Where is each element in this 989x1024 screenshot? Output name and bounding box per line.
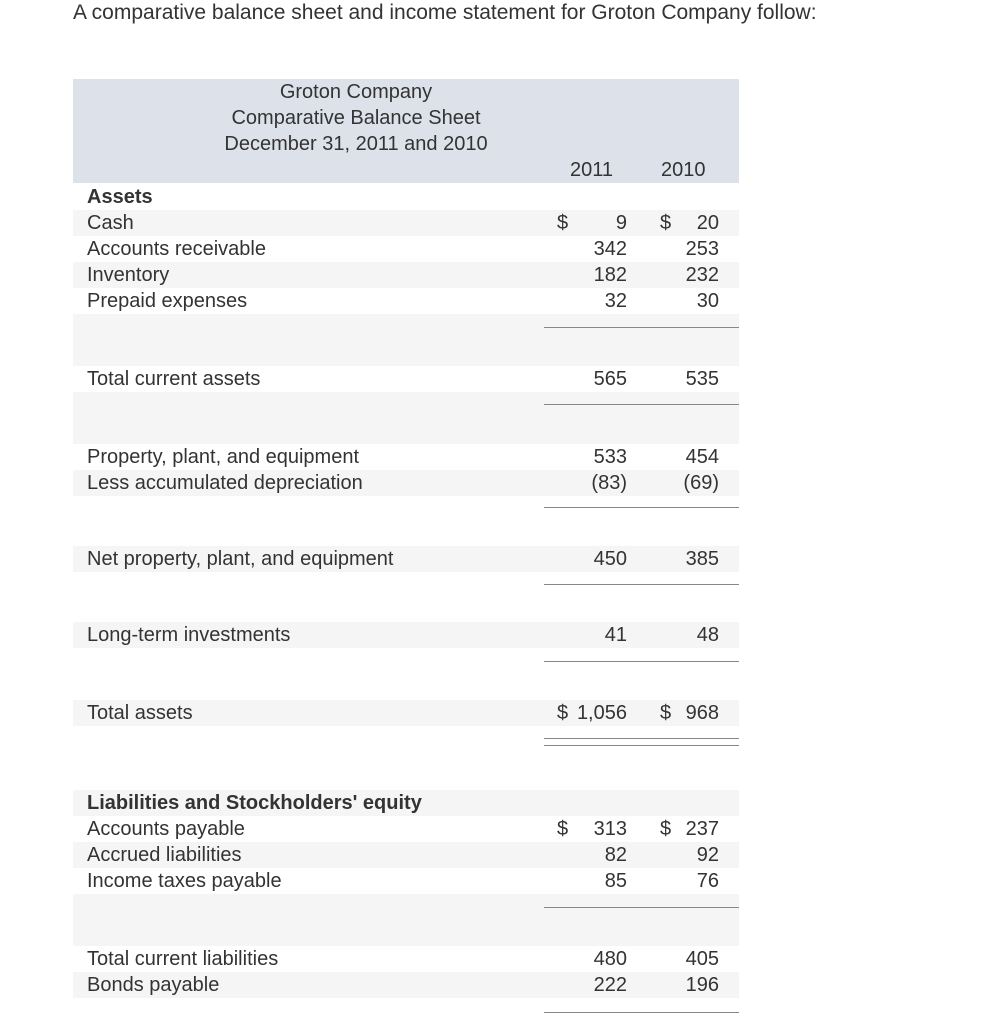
value-2010: 253: [685, 238, 719, 260]
statement-date: December 31, 2011 and 2010: [224, 133, 488, 155]
table-row: [73, 366, 739, 392]
value-2010: 76: [696, 870, 719, 892]
table-row: [73, 700, 739, 726]
value-2011: 1,056: [576, 702, 627, 724]
row-label: Net property, plant, and equipment: [87, 548, 394, 570]
table-row: [73, 546, 739, 572]
value-2011: 9: [615, 212, 627, 234]
spacer-row: [73, 894, 739, 946]
value-2011: 82: [604, 844, 627, 866]
section-heading: Assets: [87, 186, 153, 208]
value-2010: 48: [696, 624, 719, 646]
currency-symbol-2010: $: [660, 212, 672, 234]
intro-text: A comparative balance sheet and income statement for Groton Company follow:: [73, 1, 817, 24]
value-2010: 196: [685, 974, 719, 996]
value-2011: 182: [593, 264, 627, 286]
value-2010: 405: [685, 948, 719, 970]
row-label: Total current assets: [87, 368, 261, 390]
column-header-2010: 2010: [661, 159, 706, 181]
value-2011: (83): [591, 472, 627, 494]
value-2011: 480: [593, 948, 627, 970]
row-label: Property, plant, and equipment: [87, 446, 360, 468]
value-2011: 565: [593, 368, 627, 390]
spacer-row: [73, 314, 739, 366]
table-row: [73, 184, 739, 210]
value-2010: 92: [696, 844, 719, 866]
row-label: Prepaid expenses: [87, 290, 248, 312]
value-2011: 32: [604, 290, 627, 312]
table-row: [73, 262, 739, 288]
underline-rule: [544, 584, 739, 585]
table-row: [73, 288, 739, 314]
underline-rule: [544, 738, 739, 739]
table-row: [73, 868, 739, 894]
table-row: [73, 842, 739, 868]
spacer-row: [73, 496, 739, 546]
row-label: Accounts receivable: [87, 238, 266, 260]
section-heading: Liabilities and Stockholders' equity: [87, 792, 422, 814]
row-label: Cash: [87, 212, 134, 234]
underline-rule: [544, 507, 739, 508]
currency-symbol-2011: $: [557, 212, 569, 234]
value-2010: 30: [696, 290, 719, 312]
value-2010: 454: [685, 446, 719, 468]
table-row: [73, 622, 739, 648]
spacer-row: [73, 726, 739, 790]
value-2010: (69): [683, 472, 719, 494]
row-label: Bonds payable: [87, 974, 220, 996]
spacer-row: [73, 998, 739, 1024]
value-2011: 533: [593, 446, 627, 468]
row-label: Total current liabilities: [87, 948, 279, 970]
row-label: Less accumulated depreciation: [87, 472, 363, 494]
row-label: Inventory: [87, 264, 170, 286]
underline-rule: [544, 327, 739, 328]
row-label: Accrued liabilities: [87, 844, 242, 866]
underline-rule: [544, 1012, 739, 1013]
underline-rule: [544, 907, 739, 908]
row-label: Long-term investments: [87, 624, 291, 646]
value-2010: 237: [685, 818, 719, 840]
value-2011: 85: [604, 870, 627, 892]
currency-symbol-2011: $: [557, 818, 569, 840]
value-2010: 385: [685, 548, 719, 570]
value-2010: 535: [685, 368, 719, 390]
table-row: [73, 972, 739, 998]
underline-rule: [544, 745, 739, 746]
table-row: [73, 210, 739, 236]
underline-rule: [544, 404, 739, 405]
spacer-row: [73, 648, 739, 700]
underline-rule: [544, 661, 739, 662]
table-row: [73, 470, 739, 496]
table-row: [73, 236, 739, 262]
spacer-row: [73, 572, 739, 622]
currency-symbol-2010: $: [660, 818, 672, 840]
statement-title: Comparative Balance Sheet: [231, 107, 481, 129]
currency-symbol-2011: $: [557, 702, 569, 724]
value-2011: 342: [593, 238, 627, 260]
value-2011: 450: [593, 548, 627, 570]
column-header-2011: 2011: [570, 159, 614, 181]
value-2010: 968: [685, 702, 719, 724]
value-2010: 232: [685, 264, 719, 286]
row-label: Income taxes payable: [87, 870, 282, 892]
company-name: Groton Company: [279, 81, 433, 103]
table-row: [73, 946, 739, 972]
currency-symbol-2010: $: [660, 702, 672, 724]
value-2010: 20: [696, 212, 719, 234]
balance-sheet-header: [73, 79, 739, 183]
value-2011: 222: [593, 974, 627, 996]
table-row: [73, 790, 739, 816]
value-2011: 41: [604, 624, 627, 646]
table-row: [73, 816, 739, 842]
row-label: Total assets: [87, 702, 193, 724]
spacer-row: [73, 392, 739, 444]
row-label: Accounts payable: [87, 818, 245, 840]
value-2011: 313: [593, 818, 627, 840]
table-row: [73, 444, 739, 470]
